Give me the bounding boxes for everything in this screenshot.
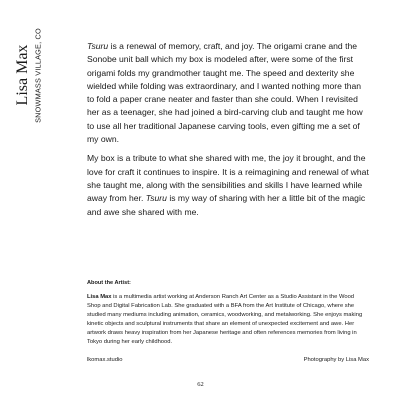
website-link[interactable]: lkomax.studio [87, 357, 123, 363]
statement-text-2-end: is my way of sharing with her a little bit of the magic and awe she shared with me. [87, 193, 366, 217]
statement-text-2: My box is a tribute to what she shared with me, the joy it brought, and the love for craft it continues to inspire. It is a reimagining and renewal of what she taught me, along with the sensibilities and skills I have learned while away from her. [87, 153, 369, 204]
statement-text-1: is a renewal of memory, craft, and joy. The origami crane and the Sonobe unit ball which my box is modeled after, were some of the first origami folds my grandmother taught me. The speed and dexterity she wielded while folding was extraordinary, and I wanted nothing more than to fold a paper crane neater and faster than she could. When I revisited her as a teenager, she had joined a bird-carving club and taught me how to use all her traditional Japanese carving tools, even gifting me a set of my own. [87, 41, 363, 145]
artwork-title: Tsuru [87, 41, 109, 51]
photo-credit: Photography by Lisa Max [303, 357, 369, 363]
artist-location-vertical: SNOWMASS VILLAGE, CO [33, 28, 43, 123]
about-heading: About the Artist: [87, 280, 131, 286]
statement-paragraph-2 [87, 152, 369, 218]
page-footer [87, 357, 369, 363]
about-bio [87, 293, 369, 346]
artist-name-vertical: Lisa Max [14, 44, 31, 106]
artist-statement [87, 40, 369, 225]
bio-artist-name: Lisa Max [87, 294, 112, 300]
bio-text: is a multimedia artist working at Anderson Ranch Art Center as a Studio Assistant in the Wood Shop and Digital Fabrication Lab. She graduated with a BFA from the Art Institute of Chicago, where she studied many mediums including animation, ceramics, woodworking, and metalworking. She enjoys making kinetic objects and sculptural instruments that share an element of unexpected excitement and awe. Her artwork draws heavy inspiration from her Japanese heritage and often references memories from living in Tokyo during her early childhood. [87, 294, 363, 345]
artist-sidebar [8, 28, 48, 128]
about-the-artist [87, 280, 369, 346]
statement-paragraph-1 [87, 40, 369, 146]
page-number: 62 [197, 381, 204, 388]
artwork-title: Tsuru [145, 193, 167, 204]
